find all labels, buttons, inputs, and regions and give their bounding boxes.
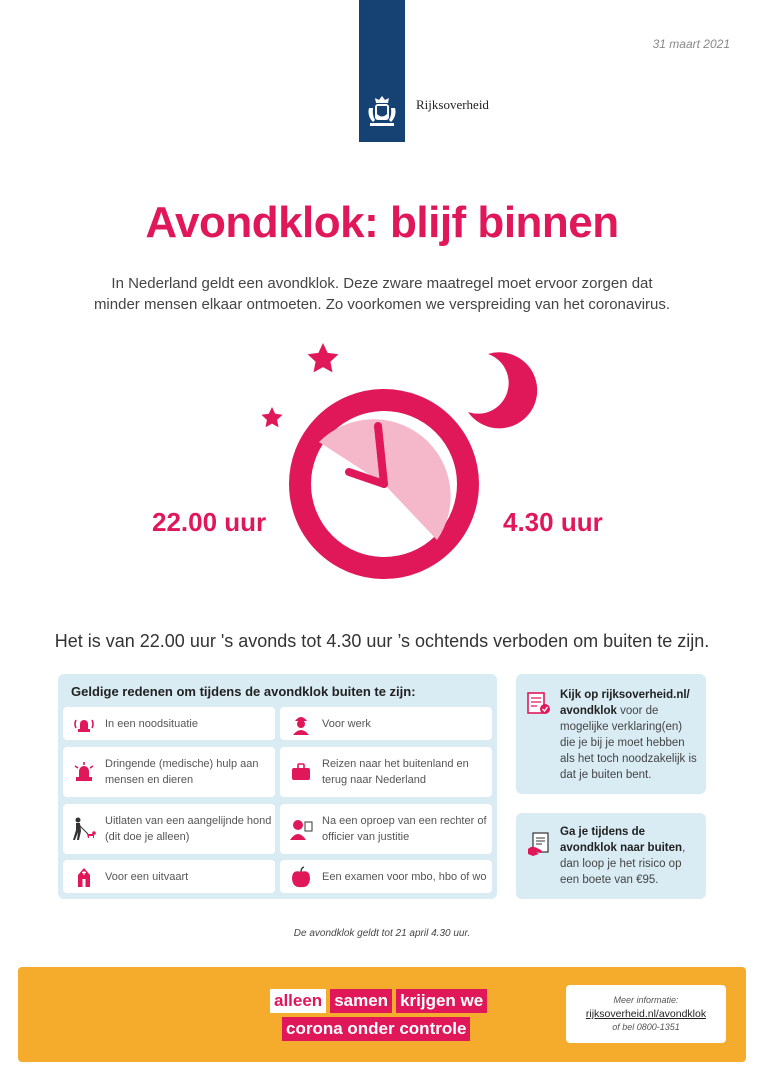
start-time: 22.00 uur (152, 507, 267, 537)
fine-text (560, 824, 700, 888)
slogan (270, 989, 491, 1045)
slogan-word-krijgen-we: krijgen we (396, 989, 487, 1013)
clock-face (300, 400, 468, 568)
more-info-label: Meer informatie: (613, 995, 679, 1005)
reason-label: Een examen voor mbo, hbo of wo (322, 870, 487, 883)
slogan-line-1 (270, 989, 491, 1013)
reason-label: Reizen naar het buitenland en terug naar Nederland (322, 758, 469, 786)
reason-label: In een noodsituatie (105, 717, 198, 730)
phone-number: of bel 0800-1351 (612, 1022, 680, 1032)
judge-icon (288, 818, 314, 840)
suitcase-icon (288, 763, 314, 781)
large-star-icon (308, 343, 339, 372)
end-time: 4.30 uur (503, 507, 603, 537)
fine-info-box (516, 813, 706, 899)
reason-item-funeral (63, 860, 275, 893)
chapel-icon (71, 867, 97, 887)
reason-item-court (280, 804, 492, 854)
fine-bold: Ga je tijdens de avondklok naar buiten (560, 826, 683, 854)
slogan-word-samen: samen (330, 989, 392, 1013)
worker-icon (288, 713, 314, 735)
reason-label: Na een oproep van een rechter of officier van justitie (322, 815, 487, 843)
siren-icon (71, 762, 97, 782)
alarm-icon (71, 715, 97, 733)
intro-text: In Nederland geldt een avondklok. Deze zware maatregel moet ervoor zorgen dat minder mensen elkaar ontmoeten. Zo voorkomen we verspreiding van het coronavirus. (93, 275, 671, 313)
declaration-text (560, 687, 700, 783)
document-check-icon (526, 690, 552, 721)
date: 31 maart 2021 (652, 37, 730, 51)
fine-rest: , dan loop je het risico op een boete van €95. (560, 842, 686, 886)
small-star-icon (261, 407, 282, 427)
reason-label: Voor werk (322, 717, 371, 730)
slogan-line-2 (282, 1017, 491, 1041)
more-info-box (566, 985, 726, 1043)
footer-banner (18, 967, 746, 1062)
declaration-rest: voor de mogelijke verklaring(en) die je bij je moet hebben als het toch noodzakelijk is dat je buiten bent. (560, 705, 697, 781)
reason-label: Dringende (medische) hulp aan mensen en dieren (105, 758, 259, 786)
apple-icon (288, 866, 314, 888)
valid-reasons-panel (58, 674, 497, 899)
reason-item-work (280, 707, 492, 740)
curfew-rule: Het is van 22.00 uur 's avonds tot 4.30 uur ’s ochtends verboden om buiten te zijn. (54, 631, 710, 651)
slogan-word-corona: corona onder controle (282, 1017, 470, 1041)
dog-walking-icon (71, 817, 97, 841)
reason-label: Uitlaten van een aangelijnde hond (dit doe je alleen) (105, 815, 272, 843)
reason-item-exam (280, 860, 492, 893)
reasons-title: Geldige redenen om tijdens de avondklok buiten te zijn: (71, 684, 416, 699)
logo-bar (359, 0, 405, 142)
reason-item-emergency (63, 707, 275, 740)
coat-of-arms-icon (364, 92, 400, 132)
moon-icon (468, 352, 537, 428)
clock-illustration (230, 340, 550, 600)
declaration-link[interactable]: Kijk op rijksoverheid.nl/ avondklok (560, 689, 690, 717)
reason-item-medical (63, 747, 275, 797)
footnote: De avondklok geldt tot 21 april 4.30 uur. (293, 928, 471, 939)
reason-item-travel (280, 747, 492, 797)
reason-item-dog (63, 804, 275, 854)
slogan-word-alleen: alleen (270, 989, 326, 1013)
more-info-link[interactable]: rijksoverheid.nl/avondklok (585, 1008, 707, 1020)
page-title: Avondklok: blijf binnen (145, 198, 619, 247)
fine-receipt-icon (526, 831, 552, 862)
declaration-info-box (516, 674, 706, 794)
reason-label: Voor een uitvaart (105, 870, 189, 883)
logo-text: Rijksoverheid (416, 97, 489, 112)
